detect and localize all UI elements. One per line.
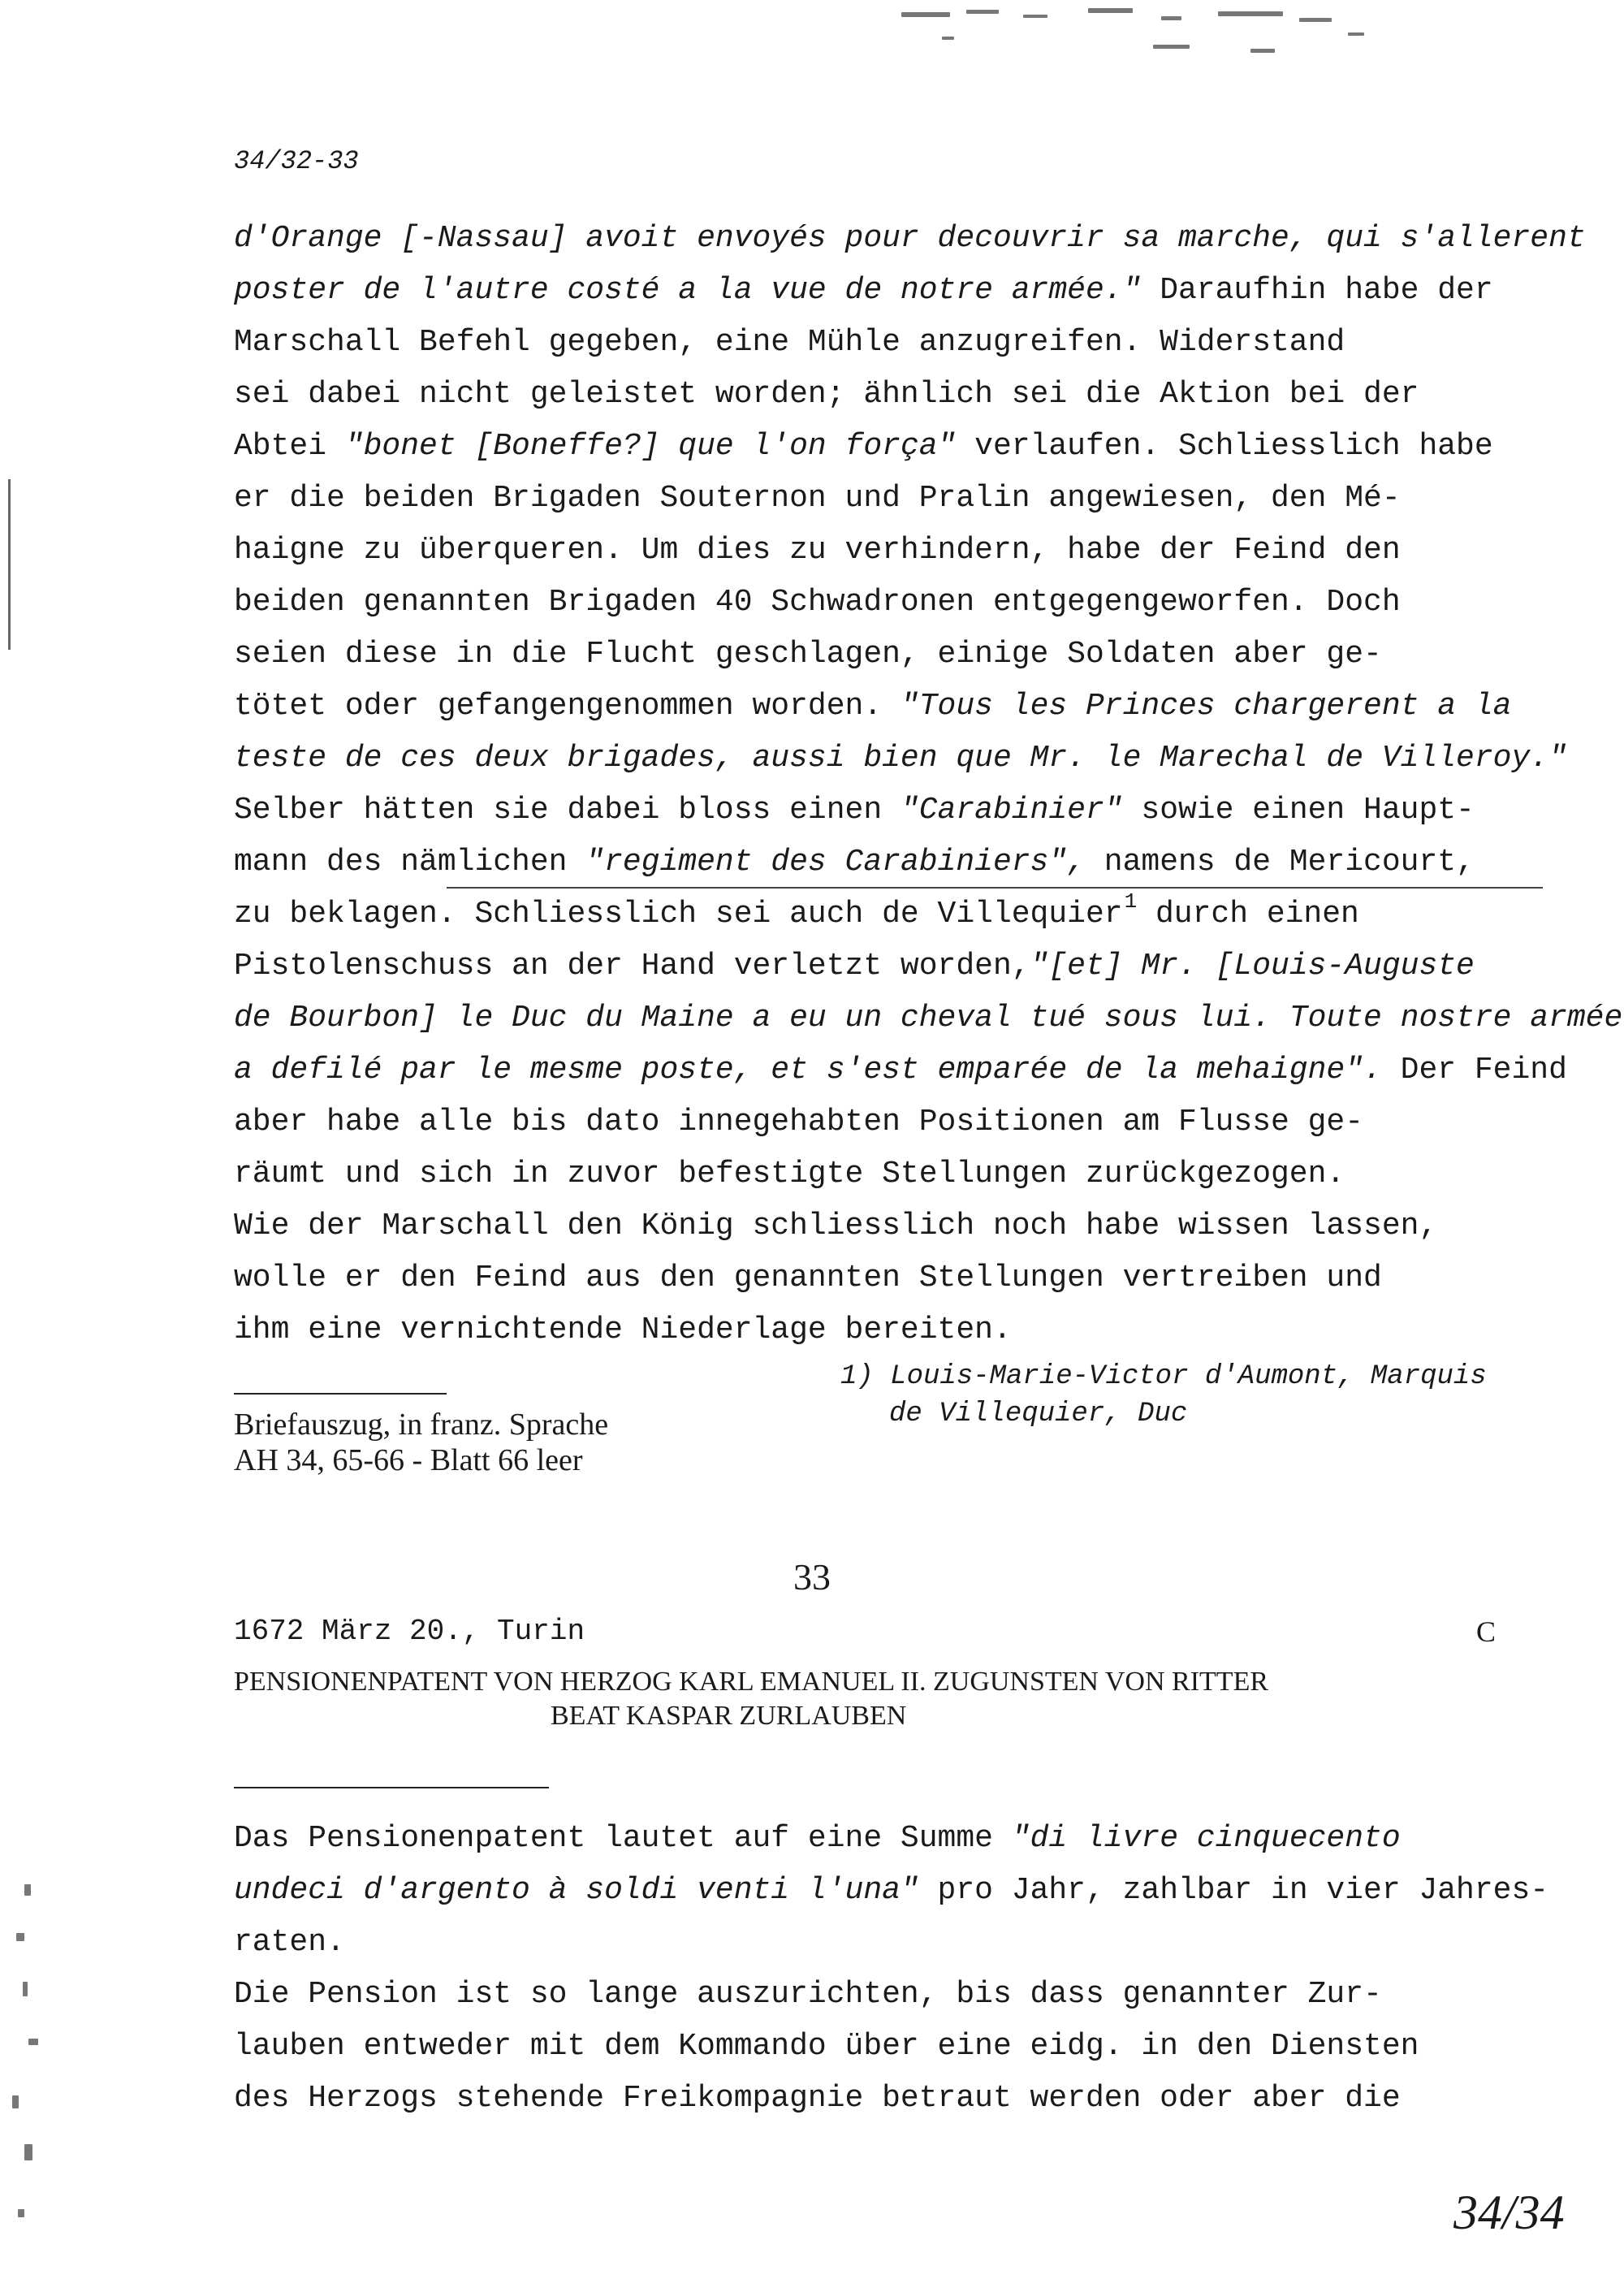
text-segment: teste de ces deux brigades, aussi bien que Mr. le Marechal de Villeroy." bbox=[234, 741, 1567, 776]
text-segment: verlaufen. Schliesslich habe bbox=[956, 429, 1493, 464]
text-segment: lauben entweder mit dem Kommando über eine eidg. in den Diensten bbox=[234, 2029, 1419, 2064]
handwritten-page-number: 34/34 bbox=[1453, 2186, 1565, 2239]
document-title bbox=[234, 1665, 1268, 1733]
text-segment: wolle er den Feind aus den genannten Stellungen vertreiben und bbox=[234, 1261, 1382, 1295]
document-date-place: 1672 März 20., Turin bbox=[234, 1615, 585, 1648]
text-segment: zu beklagen. Schliesslich sei auch de Villequier bbox=[234, 897, 1123, 932]
text-line bbox=[234, 369, 1549, 421]
text-segment: durch einen bbox=[1137, 897, 1359, 932]
text-line bbox=[234, 785, 1549, 837]
footnote-rule bbox=[234, 1393, 447, 1395]
source-note bbox=[234, 1407, 608, 1478]
body-text-continuation bbox=[234, 213, 1623, 1356]
text-line bbox=[234, 837, 1549, 889]
text-segment: namens de Mericourt, bbox=[1085, 845, 1475, 880]
text-segment: Marschall Befehl gegeben, eine Mühle anzugreifen. Widerstand bbox=[234, 325, 1345, 360]
text-segment: räumt und sich in zuvor befestigte Stellungen zurückgezogen. bbox=[234, 1157, 1345, 1191]
text-line bbox=[234, 577, 1549, 629]
text-line bbox=[234, 2073, 1549, 2125]
footnote-line: 1) Louis-Marie-Victor d'Aumont, Marquis bbox=[840, 1361, 1487, 1392]
text-line bbox=[234, 1304, 1549, 1356]
text-line bbox=[234, 889, 1549, 941]
text-segment: des Herzogs stehende Freikompagnie betraut werden oder aber die bbox=[234, 2081, 1401, 2116]
text-segment: poster de l'autre costé a la vue de notre armée." bbox=[234, 273, 1142, 308]
text-segment: sei dabei nicht geleistet worden; ähnlich sei die Aktion bei der bbox=[234, 377, 1419, 412]
text-line bbox=[234, 2021, 1549, 2073]
document-code: C bbox=[1476, 1615, 1497, 1648]
text-line bbox=[234, 1252, 1549, 1304]
text-segment: "[et] Mr. [Louis-Auguste bbox=[1030, 949, 1475, 984]
text-segment: "Tous les Princes chargerent a la bbox=[900, 689, 1512, 724]
source-note-line: AH 34, 65-66 - Blatt 66 leer bbox=[234, 1443, 583, 1477]
text-line bbox=[234, 473, 1549, 525]
text-line bbox=[234, 1096, 1549, 1148]
document-title-line: PENSIONENPATENT VON HERZOG KARL EMANUEL II. ZUGUNSTEN VON RITTER bbox=[234, 1667, 1269, 1697]
text-line bbox=[234, 629, 1549, 681]
text-segment: "bonet [Boneffe?] que l'on força" bbox=[344, 429, 957, 464]
text-segment: Abtei bbox=[234, 429, 345, 464]
document-title-line: BEAT KASPAR ZURLAUBEN bbox=[551, 1701, 907, 1731]
text-line bbox=[234, 941, 1549, 992]
text-line bbox=[234, 1813, 1549, 1865]
text-line bbox=[234, 1969, 1549, 2021]
text-line bbox=[234, 1865, 1549, 1917]
text-segment: raten. bbox=[234, 1925, 345, 1960]
text-line bbox=[234, 317, 1549, 369]
text-segment: "regiment des Carabiniers", bbox=[585, 845, 1086, 880]
text-line bbox=[234, 1200, 1549, 1252]
text-segment: sowie einen Haupt- bbox=[1122, 793, 1475, 828]
footnote-marker: 1 bbox=[1124, 889, 1138, 914]
text-segment: Daraufhin habe der bbox=[1141, 273, 1493, 308]
text-line bbox=[234, 265, 1549, 317]
footnote-line: de Villequier, Duc bbox=[889, 1399, 1188, 1429]
text-line bbox=[234, 992, 1623, 1044]
text-line bbox=[234, 525, 1549, 577]
page-reference: 34/32-33 bbox=[234, 146, 359, 176]
text-line bbox=[234, 1148, 1549, 1200]
text-segment: "di livre cinquecento bbox=[1011, 1821, 1401, 1856]
text-segment: d'Orange [-Nassau] avoit envoyés pour decouvrir sa marche, qui s'allerent bbox=[234, 221, 1586, 256]
text-segment: er die beiden Brigaden Souternon und Pralin angewiesen, den Mé- bbox=[234, 481, 1401, 516]
footnote bbox=[840, 1358, 1487, 1433]
text-segment: seien diese in die Flucht geschlagen, einige Soldaten aber ge- bbox=[234, 637, 1382, 672]
text-segment: "Carabinier" bbox=[900, 793, 1123, 828]
text-segment: Pistolenschuss an der Hand verletzt worden, bbox=[234, 949, 1030, 984]
text-segment: Selber hätten sie dabei bloss einen bbox=[234, 793, 901, 828]
text-line bbox=[234, 1917, 1549, 1969]
text-segment: aber habe alle bis dato innegehabten Positionen am Flusse ge- bbox=[234, 1105, 1364, 1140]
body-text-document-33 bbox=[234, 1813, 1549, 2125]
text-segment: Die Pension ist so lange auszurichten, bis dass genannter Zur- bbox=[234, 1977, 1382, 2012]
text-line bbox=[234, 421, 1549, 473]
scan-noise-left bbox=[0, 1868, 49, 2274]
text-line bbox=[234, 733, 1567, 785]
scan-noise-top bbox=[893, 0, 1462, 65]
text-line bbox=[234, 213, 1586, 265]
text-segment: Der Feind bbox=[1381, 1053, 1567, 1088]
document-number: 33 bbox=[793, 1556, 831, 1598]
text-line bbox=[234, 681, 1549, 733]
text-segment: Das Pensionenpatent lautet auf eine Summe bbox=[234, 1821, 1012, 1856]
text-segment: undeci d'argento à soldi venti l'una" bbox=[234, 1873, 919, 1908]
text-segment: de Bourbon] le Duc du Maine a eu un cheval tué sous lui. Toute nostre armée bbox=[234, 1001, 1623, 1036]
source-note-line: Briefauszug, in franz. Sprache bbox=[234, 1408, 609, 1442]
scan-margin-line bbox=[8, 479, 11, 650]
text-segment: beiden genannten Brigaden 40 Schwadronen entgegengeworfen. Doch bbox=[234, 585, 1401, 620]
text-segment: mann des nämlichen bbox=[234, 845, 586, 880]
text-segment: a defilé par le mesme poste, et s'est emparée de la mehaigne". bbox=[234, 1053, 1382, 1088]
text-segment: ihm eine vernichtende Niederlage bereiten. bbox=[234, 1312, 1012, 1347]
text-segment: haigne zu überqueren. Um dies zu verhindern, habe der Feind den bbox=[234, 533, 1401, 568]
text-line bbox=[234, 1044, 1567, 1096]
section-rule bbox=[234, 1787, 549, 1788]
text-segment: tötet oder gefangengenommen worden. bbox=[234, 689, 901, 724]
text-segment: Wie der Marschall den König schliesslich noch habe wissen lassen, bbox=[234, 1209, 1438, 1243]
text-segment: pro Jahr, zahlbar in vier Jahres- bbox=[918, 1873, 1549, 1908]
